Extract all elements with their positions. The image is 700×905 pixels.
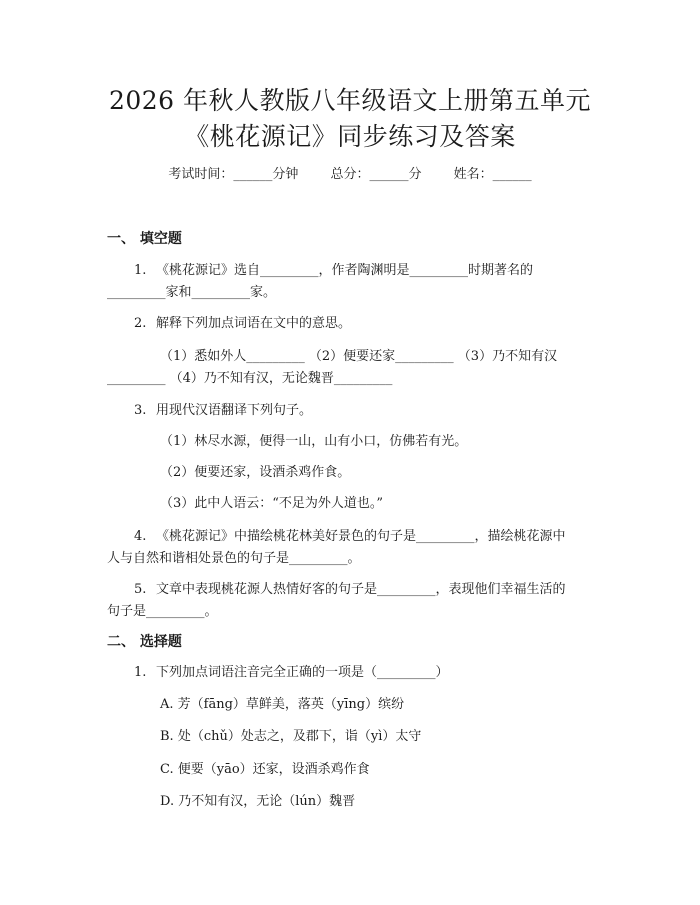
s1-q2-line2: _________ （4）乃不知有汉，无论魏晋_________ [107, 371, 393, 386]
s1-q1-line2: _________家和_________家。 [107, 285, 277, 300]
total-score: 总分：______分 [330, 167, 422, 182]
s1-q5-text: 文章中表现桃花源人热情好客的句子是_________，表现他们幸福生活的 [156, 582, 566, 597]
s1-q3-num: 3. [134, 403, 147, 418]
s1-q2 [134, 315, 351, 333]
title-line-2: 《桃花源记》同步练习及答案 [184, 122, 516, 151]
title-line-1: 2026 年秋人教版八年级语文上册第五单元 [108, 86, 592, 115]
s2-q1-option-b: B. 处（chǔ）处志之，及郡下，诣（yì）太守 [160, 729, 422, 744]
s1-q3-sentence-3: （3）此中人语云：“不足为外人道也。” [160, 496, 384, 511]
s1-q2-num: 2. [134, 316, 147, 331]
s1-q4-line2: 人与自然和谐相处景色的句子是_________。 [107, 551, 361, 566]
s2-q1-option-d: D. 乃不知有汉，无论（lún）魏晋 [160, 794, 356, 809]
s2-q1-option-a: A. 芳（fāng）草鲜美，落英（yīng）缤纷 [160, 697, 405, 712]
s1-q1-text: 《桃花源记》选自_________，作者陶渊明是_________时期著名的 [156, 263, 534, 278]
s1-q2-line1: （1）悉如外人_________ （2）便要还家_________ （3）乃不知有汉 [160, 349, 558, 364]
exam-time: 考试时间：______分钟 [168, 167, 299, 182]
s1-q5-line2: 句子是_________。 [107, 604, 218, 619]
exam-info [0, 166, 700, 184]
s1-q4-text: 《桃花源记》中描绘桃花林美好景色的句子是_________，描绘桃花源中 [156, 529, 566, 544]
s2-q1-text: 下列加点词语注音完全正确的一项是（_________） [156, 665, 449, 680]
s1-q3-sentence-1: （1）林尽水源，便得一山，山有小口，仿佛若有光。 [160, 434, 468, 449]
section-1-heading: 一、 填空题 [107, 231, 182, 247]
s2-q1-option-c: C. 便要（yāo）还家，设酒杀鸡作食 [160, 762, 370, 777]
s1-q5-num: 5. [134, 582, 147, 597]
s1-q3 [134, 402, 312, 420]
s1-q1-num: 1. [134, 263, 147, 278]
s1-q2-text: 解释下列加点词语在文中的意思。 [156, 316, 352, 331]
s1-q3-sentence-2: （2）便要还家，设酒杀鸡作食。 [160, 465, 351, 480]
s1-q5-line1 [134, 581, 566, 599]
s2-q1 [134, 664, 449, 682]
s1-q4-num: 4. [134, 529, 147, 544]
s1-q1-line1 [134, 262, 533, 280]
section-2-heading: 二、 选择题 [107, 634, 182, 650]
student-name: 姓名：______ [453, 167, 532, 182]
s2-q1-num: 1. [134, 665, 147, 680]
s1-q4-line1 [134, 528, 566, 546]
s1-q3-text: 用现代汉语翻译下列句子。 [156, 403, 313, 418]
